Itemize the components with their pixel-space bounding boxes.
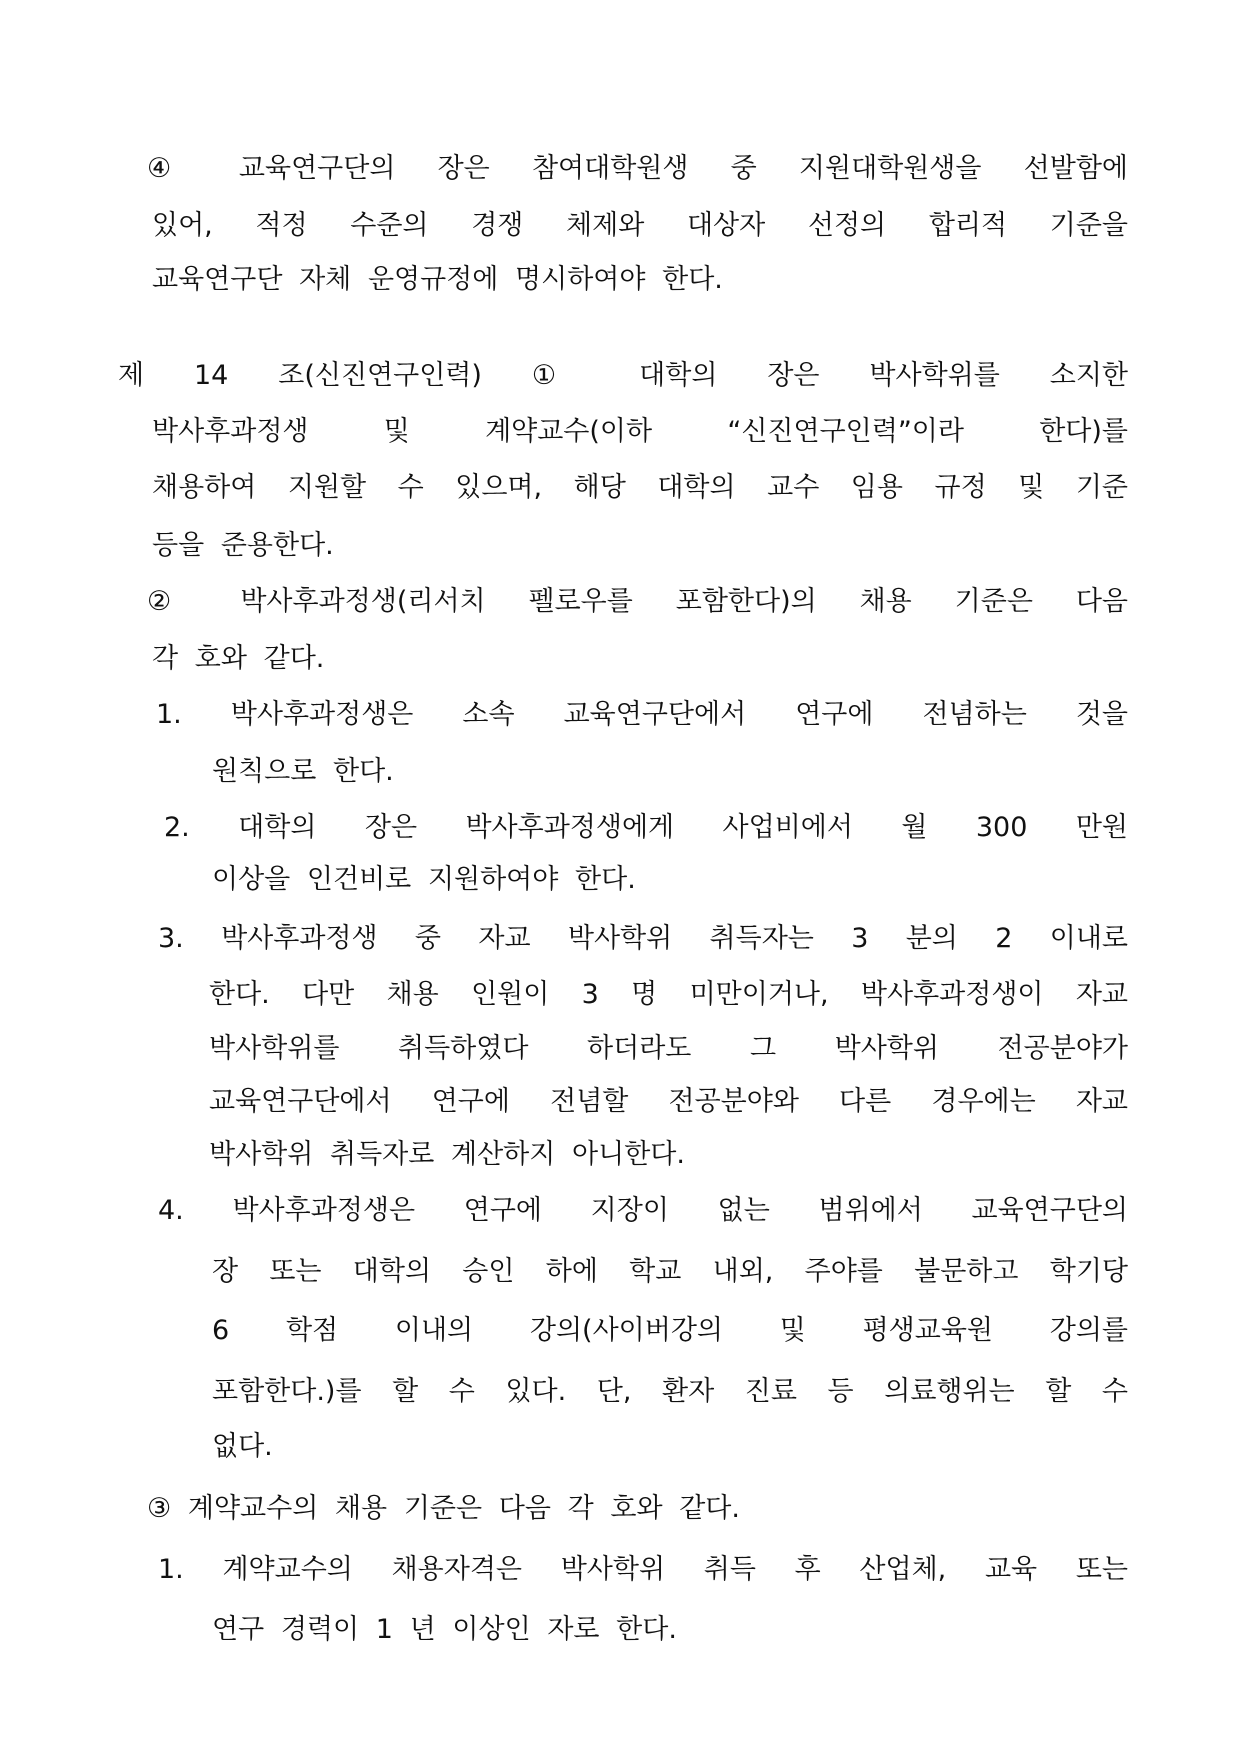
text-line: 박사후과정생 및 계약교수(이하 “신진연구인력”이라 한다)를 — [152, 416, 1128, 447]
text-line: 등을 준용한다. — [152, 530, 334, 561]
text-line: ② 박사후과정생(리서치 펠로우를 포함한다)의 채용 기준은 다음 — [147, 586, 1128, 617]
text-line: 채용하여 지원할 수 있으며, 해당 대학의 교수 임용 규정 및 기준 — [152, 472, 1128, 503]
text-line: 3. 박사후과정생 중 자교 박사학위 취득자는 3 분의 2 이내로 — [158, 923, 1128, 954]
text-line: 장 또는 대학의 승인 하에 학교 내외, 주야를 불문하고 학기당 — [212, 1256, 1128, 1287]
text-line: 교육연구단에서 연구에 전념할 전공분야와 다른 경우에는 자교 — [209, 1086, 1128, 1117]
text-line: 교육연구단 자체 운영규정에 명시하여야 한다. — [152, 264, 723, 295]
text-line: 없다. — [212, 1431, 273, 1462]
text-line: 이상을 인건비로 지원하여야 한다. — [212, 864, 636, 895]
article-title: 제 14 조(신진연구인력) — [118, 360, 482, 391]
text-line: ④ 교육연구단의 장은 참여대학원생 중 지원대학원생을 선발함에 — [147, 153, 1128, 184]
text-line: 2. 대학의 장은 박사후과정생에게 사업비에서 월 300 만원 — [164, 812, 1128, 843]
text-line: 4. 박사후과정생은 연구에 지장이 없는 범위에서 교육연구단의 — [158, 1195, 1128, 1226]
text-line: 한다. 다만 채용 인원이 3 명 미만이거나, 박사후과정생이 자교 — [209, 979, 1128, 1010]
text-line: 1. 박사후과정생은 소속 교육연구단에서 연구에 전념하는 것을 — [156, 699, 1128, 730]
text-line: 박사학위를 취득하였다 하더라도 그 박사학위 전공분야가 — [209, 1033, 1128, 1064]
text-line: 있어, 적정 수준의 경쟁 체제와 대상자 선정의 합리적 기준을 — [152, 210, 1128, 241]
text-line: 박사학위 취득자로 계산하지 아니한다. — [209, 1139, 685, 1170]
text-line: 각 호와 같다. — [152, 643, 325, 674]
text-line: 연구 경력이 1 년 이상인 자로 한다. — [212, 1614, 677, 1645]
text-line: 원칙으로 한다. — [212, 756, 394, 787]
text-line: ③ 계약교수의 채용 기준은 다음 각 호와 같다. — [147, 1493, 740, 1524]
text-line — [118, 359, 1128, 393]
text-line: 포함한다.)를 할 수 있다. 단, 환자 진료 등 의료행위는 할 수 — [212, 1376, 1128, 1407]
text-line: 6 학점 이내의 강의(사이버강의 및 평생교육원 강의를 — [212, 1315, 1128, 1346]
paragraph-text: ① 대학의 장은 박사학위를 소지한 — [531, 360, 1128, 391]
text-line: 1. 계약교수의 채용자격은 박사학위 취득 후 산업체, 교육 또는 — [158, 1554, 1128, 1585]
